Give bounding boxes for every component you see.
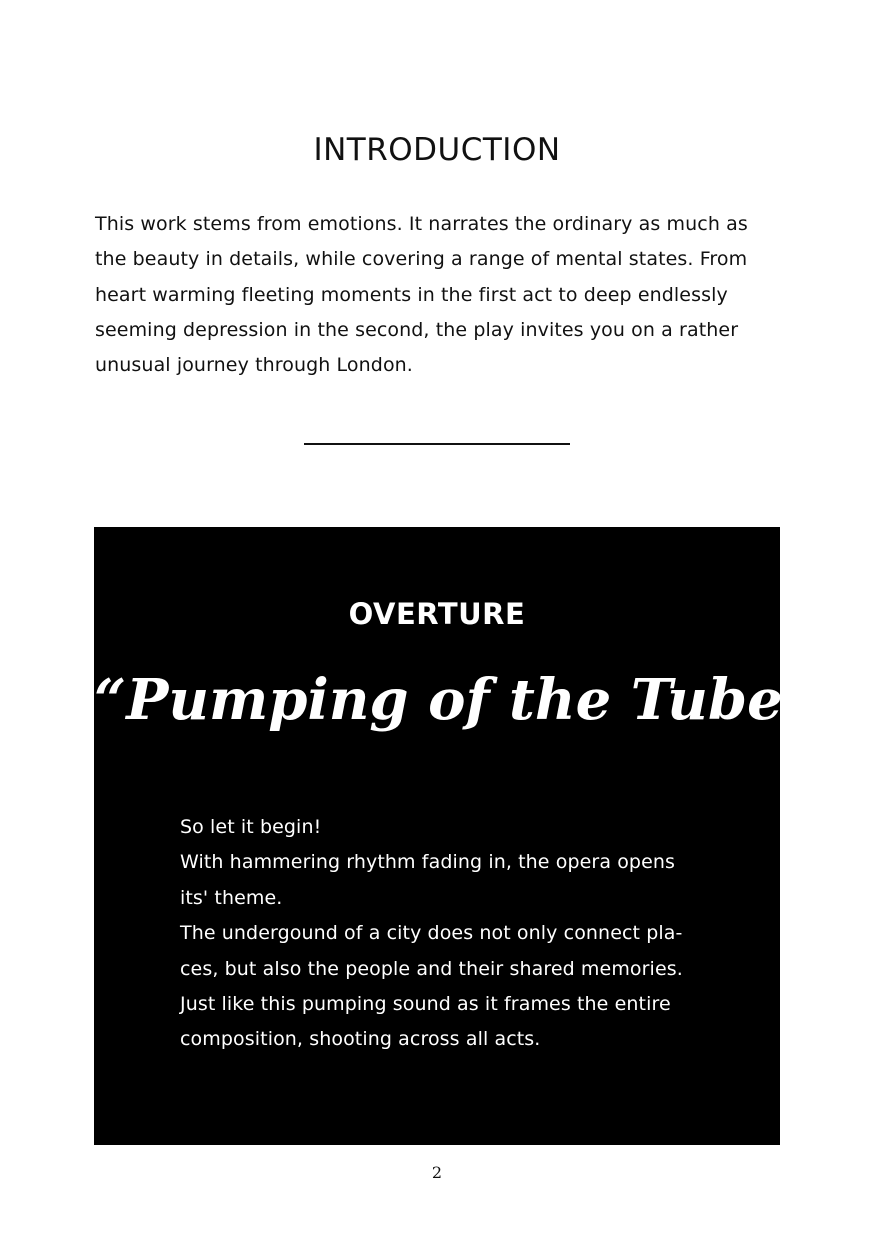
overture-line: The undergound of a city does not only connect pla-ces, but also the people and their shared memories. xyxy=(180,922,683,980)
overture-line: So let it begin! xyxy=(180,816,322,838)
introduction-heading: INTRODUCTION xyxy=(313,132,561,168)
overture-text xyxy=(180,810,700,1058)
overture-line: Just like this pumping sound as it frames the entire composition, shooting across all acts. xyxy=(180,993,671,1051)
page-number: 2 xyxy=(431,1163,443,1182)
overture-line: With hammering rhythm fading in, the opera opens its' theme. xyxy=(180,851,676,909)
section-divider xyxy=(304,443,570,445)
overture-panel xyxy=(94,527,815,1145)
overture-label: OVERTURE xyxy=(348,597,526,631)
introduction-paragraph: This work stems from emotions. It narrates the ordinary as much as the beauty in details, while covering a range of mental states. From heart warming fleeting moments in the first act to deep endlessly seeming depression in the second, the play invites you on a rather unusual journey through London. xyxy=(95,213,748,377)
overture-title: “Pumping of the Tube“ xyxy=(94,667,815,733)
